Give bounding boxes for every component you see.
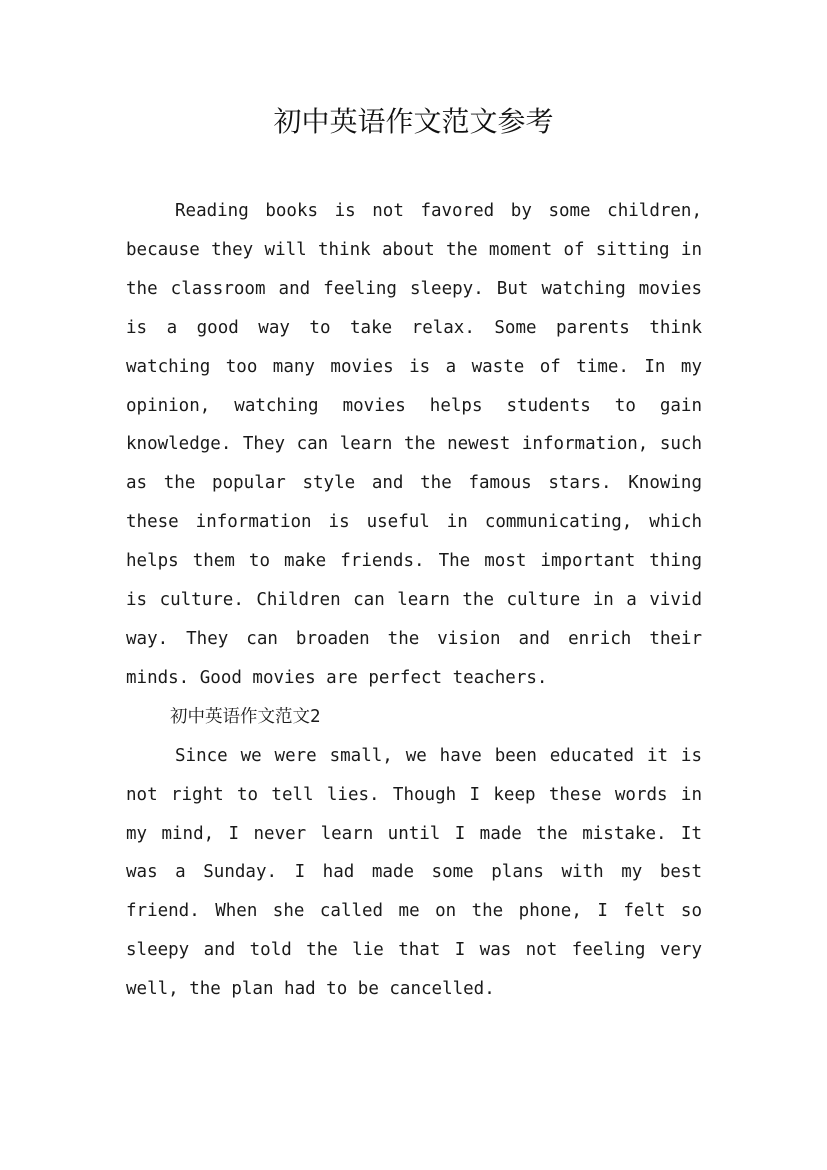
document-body [126, 192, 702, 1009]
paragraph-2: Since we were small, we have been educated it is not right to tell lies. Though I keep these words in my mind, I never learn until I made the mistake. It was a Sunday. I had made some plans with my best friend. When she called me on the phone, I felt so sleepy and told the lie that I was not feeling very well, the plan had to be cancelled. [126, 745, 702, 1000]
document-title: 初中英语作文范文参考 [273, 105, 554, 138]
section-heading-2: 初中英语作文范文2 [170, 706, 321, 727]
paragraph-1: Reading books is not favored by some children, because they will think about the moment of sitting in the classroom and feeling sleepy. But watching movies is a good way to take relax. Some parents think watching too many movies is a waste of time. In my opinion, watching movies helps students to gain knowledge. They can learn the newest information, such as the popular style and the famous stars. Knowing these information is useful in communicating, which helps them to make friends. The most important thing is culture. Children can learn the culture in a vivid way. They can broaden the vision and enrich their minds. Good movies are perfect teachers. [126, 201, 702, 688]
